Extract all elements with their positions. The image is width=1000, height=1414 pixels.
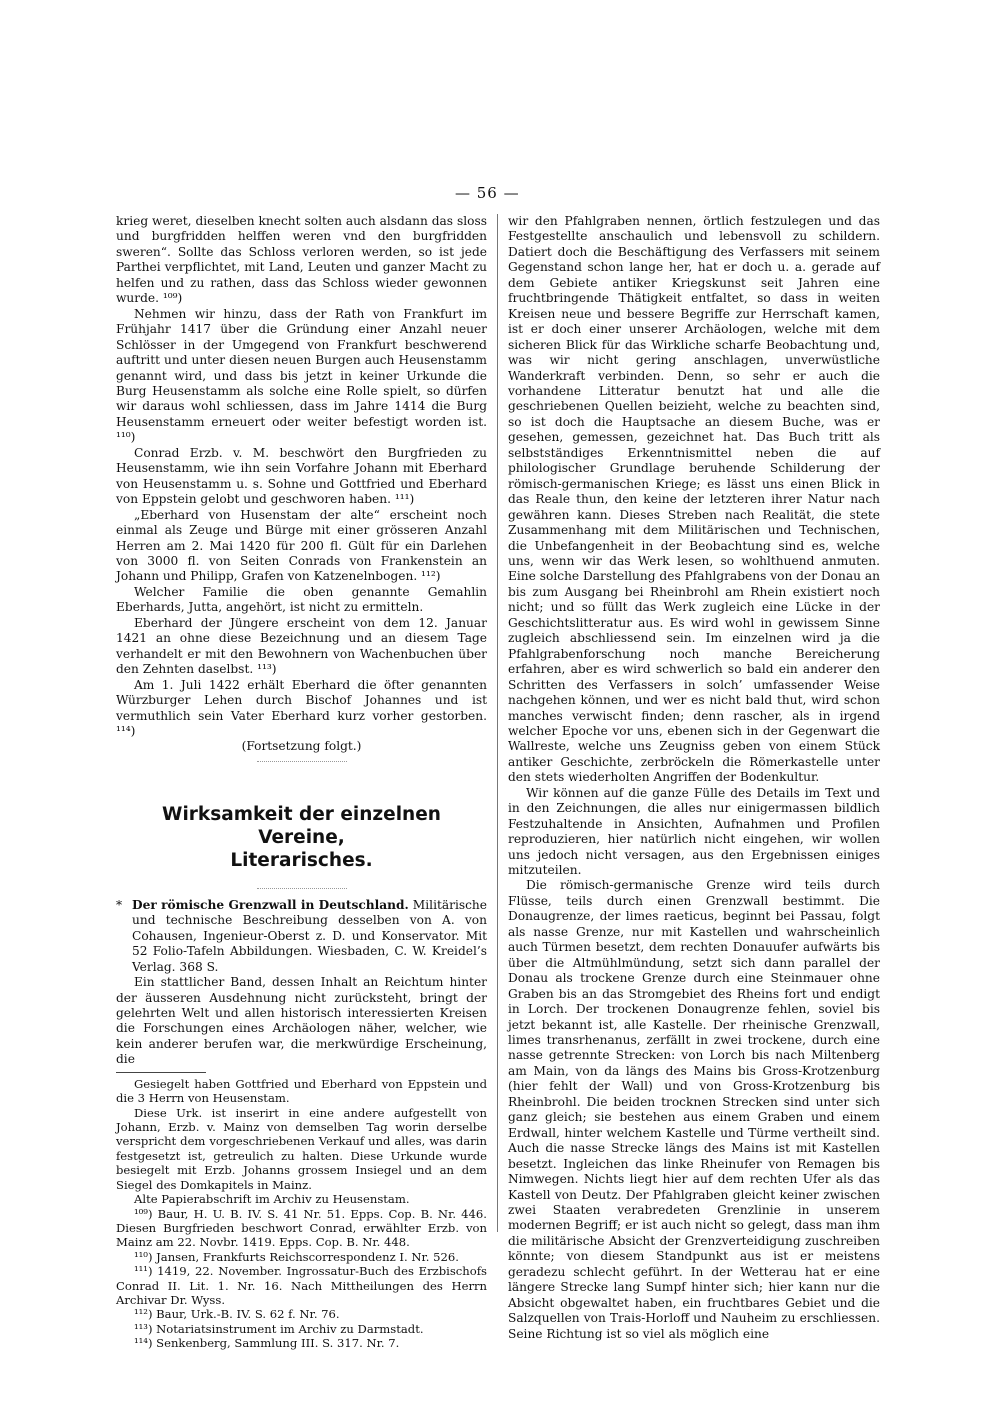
footnote: Diese Urk. ist inserirt in eine andere aufgestellt von Johann, Erzb. v. Mainz von demselben Tag worin derselbe verspricht dem vorgeschriebenen Verkauf und alles, was darin festgesetzt ist, getreulich zu halten. Diese Urkunde wurde besiegelt mit Erzb. Johanns grossem Insiegel und an dem Siegel des Domkapitels in Mainz. — [116, 1105, 487, 1192]
right-column — [508, 214, 880, 1342]
footnote: ¹¹⁰) Jansen, Frankfurts Reichscorrespondenz I. Nr. 526. — [134, 1249, 459, 1264]
footnote-separator — [116, 1072, 206, 1073]
paragraph: Eberhard der Jüngere erscheint von dem 12. Januar 1421 an ohne diese Bezeichnung und an diesem Tage verhandelt er mit den Bewohnern von Wachenbuchen über den Zehnten daselbst. ¹¹³) — [116, 615, 487, 677]
continued-note: (Fortsetzung folgt.) — [241, 739, 362, 754]
footnote: Alte Papierabschrift im Archiv zu Heusenstam. — [134, 1192, 410, 1207]
left-column — [116, 214, 487, 1351]
asterisk: * — [116, 897, 123, 912]
footnote: ¹¹²) Baur, Urk.-B. IV. S. 62 f. Nr. 76. — [134, 1307, 340, 1322]
paragraph: Nehmen wir hinzu, dass der Rath von Frankfurt im Frühjahr 1417 über die Gründung einer Anzahl neuer Schlösser in der Umgegend von Frankfurt beschwerend auftritt und unter diesen neuen Burgen auch Heusenstamm genannt wird, und dass bis jetzt in keiner Urkunde die Burg Heusenstamm als solche eine Rolle spielt, so dürfen wir daraus wohl schliessen, dass im Jahre 1414 die Burg Heusenstamm erneuert oder weiter befestigt worden ist. ¹¹⁰) — [116, 306, 487, 445]
footnote: ¹¹³) Notariatsinstrument im Archiv zu Darmstadt. — [134, 1321, 424, 1336]
paragraph: Die römisch-germanische Grenze wird teils durch Flüsse, teils durch einen Grenzwall bestimmt. Die Donaugrenze, der limes raeticus, beginnt bei Passau, folgt als nasse Grenze, nur mit Kastellen und wahrscheinlich auch Türmen besetzt, dem rechten Donauufer aufwärts bis über die Altmühlmündung, setzt sich dann parallel der Donau als trockene Grenze durch eine Steinmauer ohne Graben bis an das Stromgebiet des Rheins fort und endigt in Lorch. Der trockenen Donaugrenze fehlen, soviel bis jetzt bekannt ist, alle Kastelle. Der rheinische Grenzwall, limes transrhenanus, zerfällt in zwei trockene, durch eine nasse getrennte Strecken: von Lorch bis nach Miltenberg am Main, von da längs des Mains bis Gross-Krotzenburg (hier fehlt der Wall) und von Gross-Krotzenburg bis Rheinbrohl. Die beiden trocknen Strecken sind unter sich ganz gleich; sie bestehen aus einem Graben und einem Erdwall, hinter welchem Kastelle und Türme vertheilt sind. Auch die nasse Strecke längs des Mains ist mit Kastellen besetzt. Ingleichen das linke Rheinufer von Remagen bis Nimwegen. Nichts liegt hier auf dem rechten Ufer als das Kastell von Deutz. Der Pfahlgraben gleicht keiner zwischen zwei Staaten verabredeten Grenzlinie in unserem modernen Begriff; er ist auch nicht so gelegt, dass man ihm die militärische Absicht der Grenzverteidigung zuschreiben könnte; von diesem Standpunkt aus ist er meistens geradezu schlecht geführt. In der Wetterau hat er eine längere Strecke lang Sumpf hinter sich; hier kann nur die Absicht obgewaltet haben, ein fruchtbares Gebiet und die Salzquellen von Trais-Horloff und Nauheim zu erschliessen. Seine Richtung ist so viel als möglich eine — [508, 878, 880, 1341]
paragraph: Welcher Familie die oben genannte Gemahlin Eberhards, Jutta, angehört, ist nicht zu ermitteln. — [116, 584, 487, 615]
review-paragraph: Ein stattlicher Band, dessen Inhalt an Reichtum hinter der äusseren Ausdehnung nicht zurücksteht, bringt der gelehrten Welt und allen historisch interessierten Kreisen die Forschungen eines Archäologen näher, welcher, wie kein anderer berufen war, die merkwürdige Erscheinung, die — [116, 975, 487, 1067]
book-title: Der römische Grenzwall in Deutschland. — [132, 897, 409, 912]
paragraph: Conrad Erzb. v. M. beschwört den Burgfrieden zu Heusenstamm, wie ihn sein Vorfahre Johann mit Eberhard von Heusenstamm u. s. Sohne und Gottfried und Eberhard von Eppstein gelobt und geschworen haben. ¹¹¹) — [116, 445, 487, 507]
paragraph: Wir können auf die ganze Fülle des Details im Text und in den Zeichnungen, die alles nur einigermassen bildlich Festzuhaltende in Ansichten, Aufnahmen und Profilen reproduzieren, hier natürlich nicht eingehen, wir wollen uns jedoch nicht versagen, aus den Ergebnissen einiges mitzuteilen. — [508, 785, 880, 878]
footnote: ¹¹⁴) Senkenberg, Sammlung III. S. 317. Nr. 7. — [134, 1336, 400, 1351]
section-heading — [116, 803, 487, 872]
page-number: — 56 — — [455, 184, 520, 202]
book-details: Militärische und technische Beschreibung desselben von A. von Cohausen, Ingenieur-Oberst z. D. und Konservator. Mit 52 Folio-Tafeln Abbildungen. Wiesbaden, C. W. Kreidel’s Verlag. 368 S. — [132, 897, 487, 974]
section-separator — [257, 761, 347, 763]
heading-line: Wirksamkeit der einzelnen Vereine, — [162, 803, 441, 848]
footnote: Gesiegelt haben Gottfried und Eberhard von Eppstein und die 3 Herrn von Heusenstam. — [116, 1076, 487, 1106]
paragraph: „Eberhard von Husenstam der alte“ erscheint noch einmal als Zeuge und Bürge mit einer grösseren Anzahl Herren am 2. Mai 1420 für 200 fl. Gült für ein Darlehen von 3000 fl. von Seiten Conrads von Frankenstein an Johann und Philipp, Grafen von Katzenelnbogen. ¹¹²) — [116, 507, 487, 584]
column-divider — [497, 214, 498, 1232]
footnote: ¹¹¹) 1419, 22. November. Ingrossatur-Buch des Erzbischofs Conrad II. Lit. 1. Nr. 16. Nach Mittheilungen des Herrn Archivar Dr. Wyss. — [116, 1264, 487, 1307]
paragraph: wir den Pfahlgraben nennen, örtlich festzulegen und das Festgestellte anschaulich und lebensvoll zu schildern. Datiert doch die Beschäftigung des Verfassers mit seinem Gegenstand schon lange her, hat er doch u. a. gerade auf dem Gebiete antiker Kriegskunst seit Jahren eine fruchtbringende Thätigkeit entfaltet, so dass in weiten Kreisen neue und bessere Begriffe zur Herrschaft kamen, ist er doch einer unserer Archäologen, welche mit dem sicheren Blick für das Wirkliche scharfe Beobachtung und, was wir nicht gering anschlagen, unverwüstliche Wanderkraft verbinden. Denn, so sehr er auch die vorhandene Litteratur benutzt hat und alle die geschriebenen Quellen beizieht, welche zu beachten sind, so ist doch die Hauptsache an diesem Buche, was er gesehen, gemessen, gezeichnet hat. Das Buch tritt als selbstständiges Erkenntnismittel neben die auf philologischer Grundlage beruhende Schilderung der römisch-germanischen Kriege; es lässt uns einen Blick in das Reale thun, den keine der letzteren ihrer Natur nach gewähren kann. Dieses Streben nach Realität, die stete Zusammenhang mit dem Militärischen und Technischen, die Unbefangenheit in der Beobachtung sind es, welche uns, wenn wir das Werk lesen, so wohlthuend anmuten. Eine solche Darstellung des Pfahlgrabens von der Donau an bis zum Ausgang bei Rheinbrohl am Rhein existiert noch nicht; und so füllt das Werk zugleich eine Lücke in der Geschichtslitteratur aus. Es wird wohl in gewissem Sinne zugleich abschliessend sein. Im einzelnen wird ja die Pfahlgrabenforschung noch manche Bereicherung erfahren, aber es wird schwerlich so bald ein anderer den Schritten des Verfassers in solch’ umfassender Weise nachgehen können, und wer es nicht bald thut, wird schon manches verwischt finden; denn rascher, als in irgend welcher Epoche vor uns, ebenen sich in der Gegenwart die Wallreste, welche uns Zeugniss geben von einem Stück antiker Geschichte, zerbröckeln die Römerkastelle unter den stets wiederholten Angriffen der Bodenkultur. — [508, 214, 880, 785]
section-separator — [257, 888, 347, 890]
footnote: ¹⁰⁹) Baur, H. U. B. IV. S. 41 Nr. 51. Epps. Cop. B. Nr. 446. Diesen Burgfrieden beschwort Conrad, erwählter Erzb. von Mainz am 22. Novbr. 1419. Epps. Cop. B. Nr. 448. — [116, 1206, 487, 1250]
book-entry — [116, 898, 487, 975]
paragraph: Am 1. Juli 1422 erhält Eberhard die öfter genannten Würzburger Lehen durch Bischof Johannes und ist vermuthlich sein Vater Eberhard kurz vorher gestorben. ¹¹⁴) — [116, 677, 487, 738]
footnotes — [116, 1077, 487, 1351]
heading-line: Literarisches. — [230, 849, 373, 871]
paragraph: krieg weret, dieselben knecht solten auch alsdann das sloss und burgfridden helffen weren vnd den burgfridden sweren“. Sollte das Schloss verloren werden, so ist jede Parthei verpflichtet, mit Land, Leuten und ganzer Macht zu helfen und zu rathen, dass das Schloss wieder gewonnen wurde. ¹⁰⁹) — [116, 214, 487, 306]
